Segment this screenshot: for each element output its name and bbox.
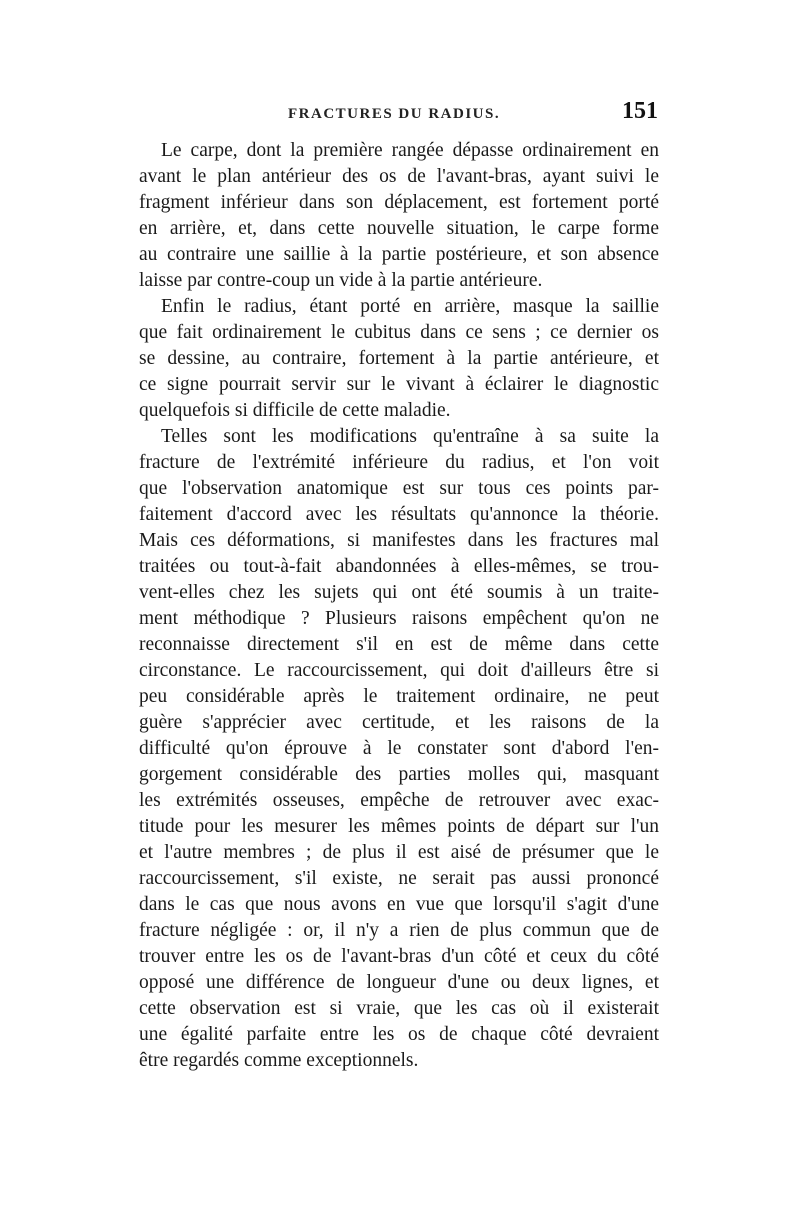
paragraph [139,424,659,1074]
text-line: Telles sont les modifications qu'entraîne à sa suite la [161,426,659,447]
text-line: en arrière, et, dans cette nouvelle situation, le carpe forme [139,218,659,239]
text-line: guère s'apprécier avec certitude, et les raisons de la [139,712,659,733]
text-line: dans le cas que nous avons en vue que lorsqu'il s'agit d'une [139,894,659,915]
text-line: circonstance. Le raccourcissement, qui doit d'ailleurs être si [139,660,659,681]
text-line: raccourcissement, s'il existe, ne serait pas aussi prononcé [139,868,659,889]
text-line: reconnaisse directement s'il en est de même dans cette [139,634,659,655]
text-line: au contraire une saillie à la partie postérieure, et son absence [139,244,659,265]
text-line: Le carpe, dont la première rangée dépasse ordinairement en [161,140,659,161]
text-line: cette observation est si vraie, que les cas où il existerait [139,998,659,1019]
text-line: quelquefois si difficile de cette maladie. [139,400,451,421]
text-line: être regardés comme exceptionnels. [139,1050,419,1071]
page-number: 151 [622,98,658,124]
text-line: ce signe pourrait servir sur le vivant à éclairer le diagnostic [139,374,659,395]
text-line: traitées ou tout-à-fait abandonnées à elles-mêmes, se trou- [139,556,659,577]
text-line: titude pour les mesurer les mêmes points de départ sur l'un [139,816,659,837]
running-title: FRACTURES DU RADIUS. [288,106,501,122]
text-line: vent-elles chez les sujets qui ont été soumis à un traite- [139,582,659,603]
text-line: trouver entre les os de l'avant-bras d'un côté et ceux du côté [139,946,659,967]
text-line: avant le plan antérieur des os de l'avant-bras, ayant suivi le [139,166,659,187]
text-line: peu considérable après le traitement ordinaire, ne peut [139,686,659,707]
text-line: difficulté qu'on éprouve à le constater sont d'abord l'en- [139,738,659,759]
text-line: opposé une différence de longueur d'une ou deux lignes, et [139,972,659,993]
text-line: les extrémités osseuses, empêche de retrouver avec exac- [139,790,659,811]
text-line: fracture de l'extrémité inférieure du radius, et l'on voit [139,452,659,473]
text-line: fragment inférieur dans son déplacement, est fortement porté [139,192,659,213]
paragraph [139,138,659,294]
text-line: que fait ordinairement le cubitus dans ce sens ; ce dernier os [139,322,659,343]
text-line: et l'autre membres ; de plus il est aisé de présumer que le [139,842,659,863]
text-line: laisse par contre-coup un vide à la partie antérieure. [139,270,543,291]
text-line: se dessine, au contraire, fortement à la partie antérieure, et [139,348,659,369]
text-line: une égalité parfaite entre les os de chaque côté devraient [139,1024,659,1045]
text-line: gorgement considérable des parties molles qui, masquant [139,764,659,785]
text-line: ment méthodique ? Plusieurs raisons empêchent qu'on ne [139,608,659,629]
text-line: Mais ces déformations, si manifestes dans les fractures mal [139,530,659,551]
running-head [140,96,658,130]
body-text [139,138,659,1074]
text-line: faitement d'accord avec les résultats qu'annonce la théorie. [139,504,659,525]
paragraph [139,294,659,424]
text-line: Enfin le radius, étant porté en arrière, masque la saillie [161,296,659,317]
text-line: que l'observation anatomique est sur tous ces points par- [139,478,659,499]
text-line: fracture négligée : or, il n'y a rien de plus commun que de [139,920,659,941]
